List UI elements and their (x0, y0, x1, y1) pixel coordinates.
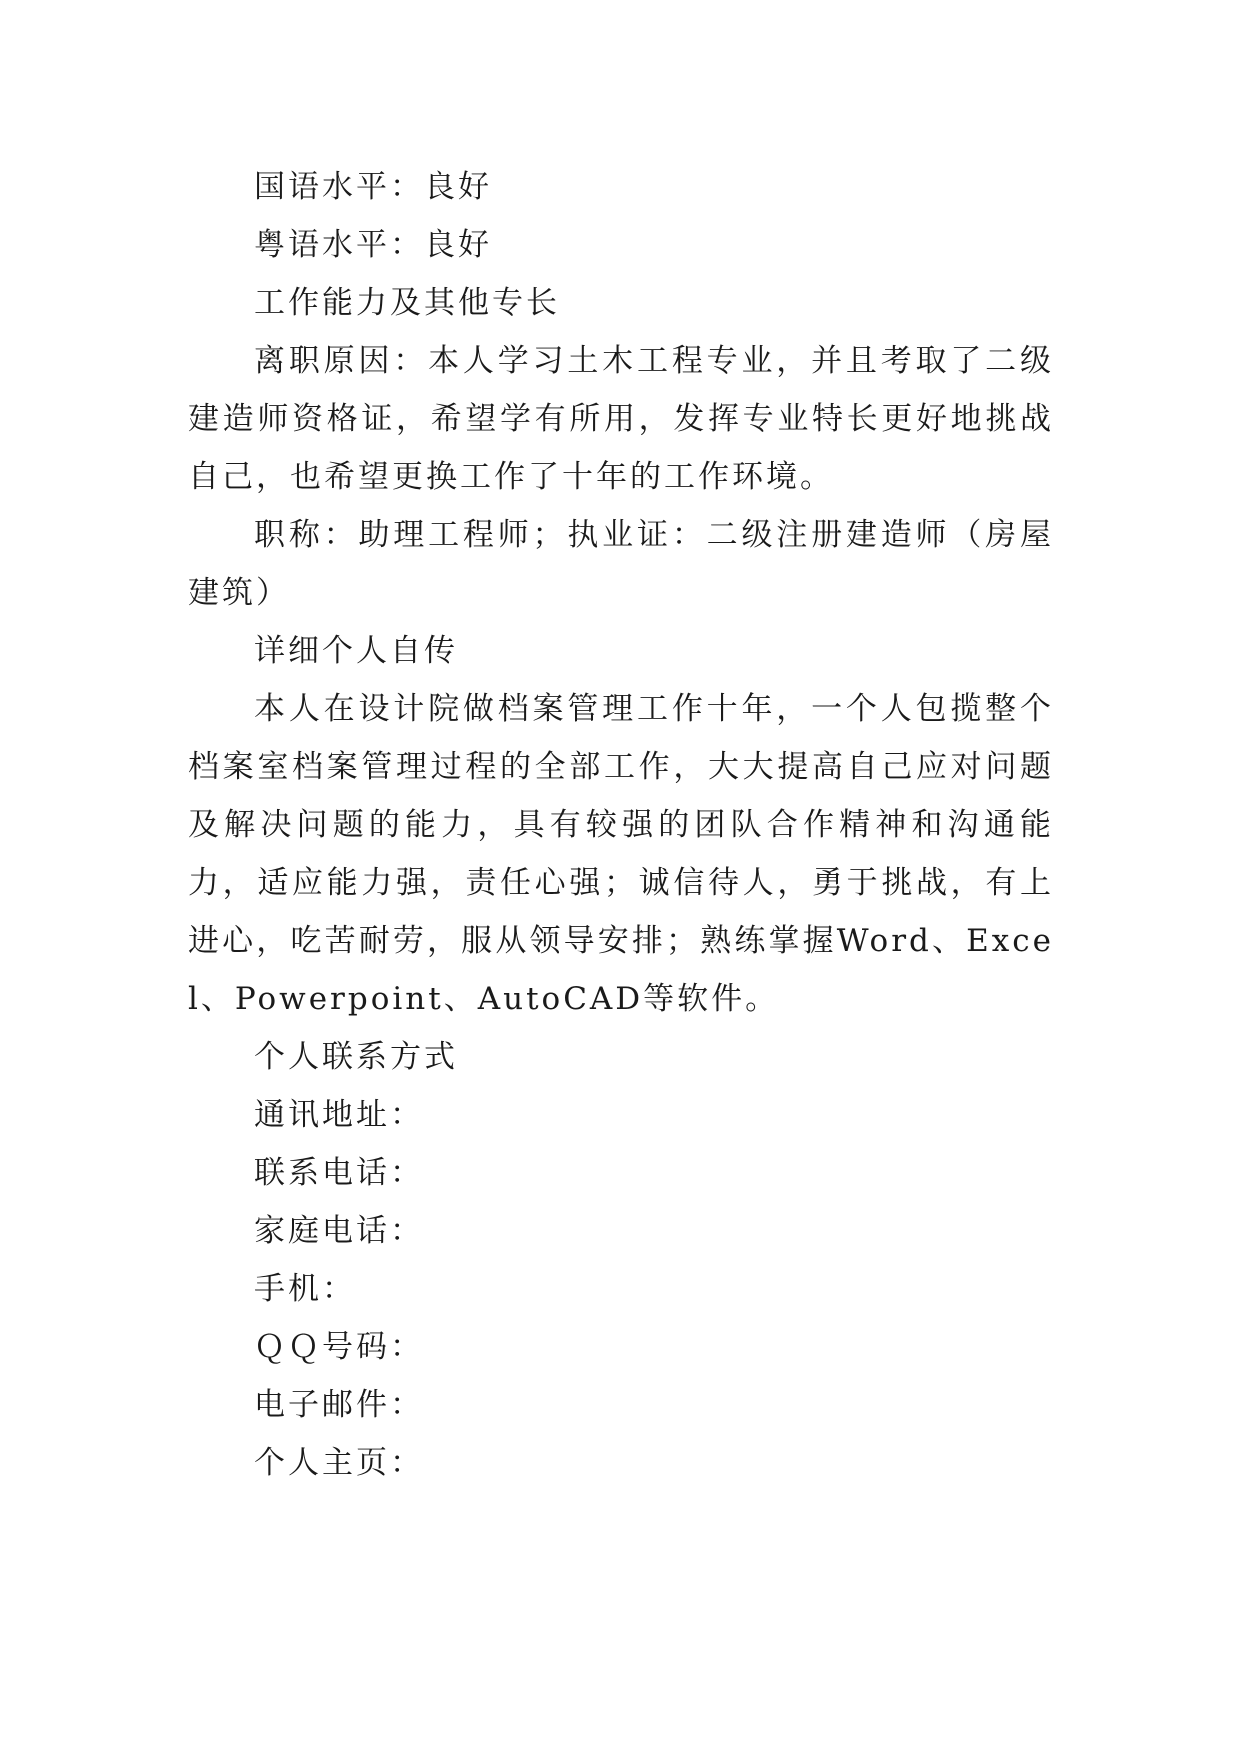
document-body (188, 158, 1054, 1492)
mailing-address: 通讯地址： (254, 1097, 424, 1133)
cantonese-level: 粤语水平：良好 (254, 227, 492, 263)
homepage: 个人主页： (254, 1445, 424, 1481)
autobiography-heading: 详细个人自传 (254, 633, 458, 669)
mandarin-level: 国语水平：良好 (254, 169, 492, 205)
contact-heading: 个人联系方式 (254, 1039, 458, 1075)
contact-phone: 联系电话： (254, 1155, 424, 1191)
leaving-reason: 离职原因：本人学习土木工程专业，并且考取了二级建造师资格证，希望学有所用，发挥专业特长更好地挑战自己，也希望更换工作了十年的工作环境。 (188, 343, 1054, 495)
qq-number: ＱＱ号码： (254, 1329, 424, 1365)
email: 电子邮件： (254, 1387, 424, 1423)
title-and-license: 职称：助理工程师；执业证：二级注册建造师（房屋建筑） (188, 517, 1054, 611)
skills-heading: 工作能力及其他专长 (254, 285, 560, 321)
home-phone: 家庭电话： (254, 1213, 424, 1249)
mobile-phone: 手机： (254, 1271, 356, 1307)
autobiography-text: 本人在设计院做档案管理工作十年，一个人包揽整个档案室档案管理过程的全部工作，大大提高自己应对问题及解决问题的能力，具有较强的团队合作精神和沟通能力，适应能力强，责任心强；诚信待人，勇于挑战，有上进心，吃苦耐劳，服从领导安排；熟练掌握Word、Excel、Powerpoint、AutoCAD等软件。 (188, 691, 1054, 1017)
